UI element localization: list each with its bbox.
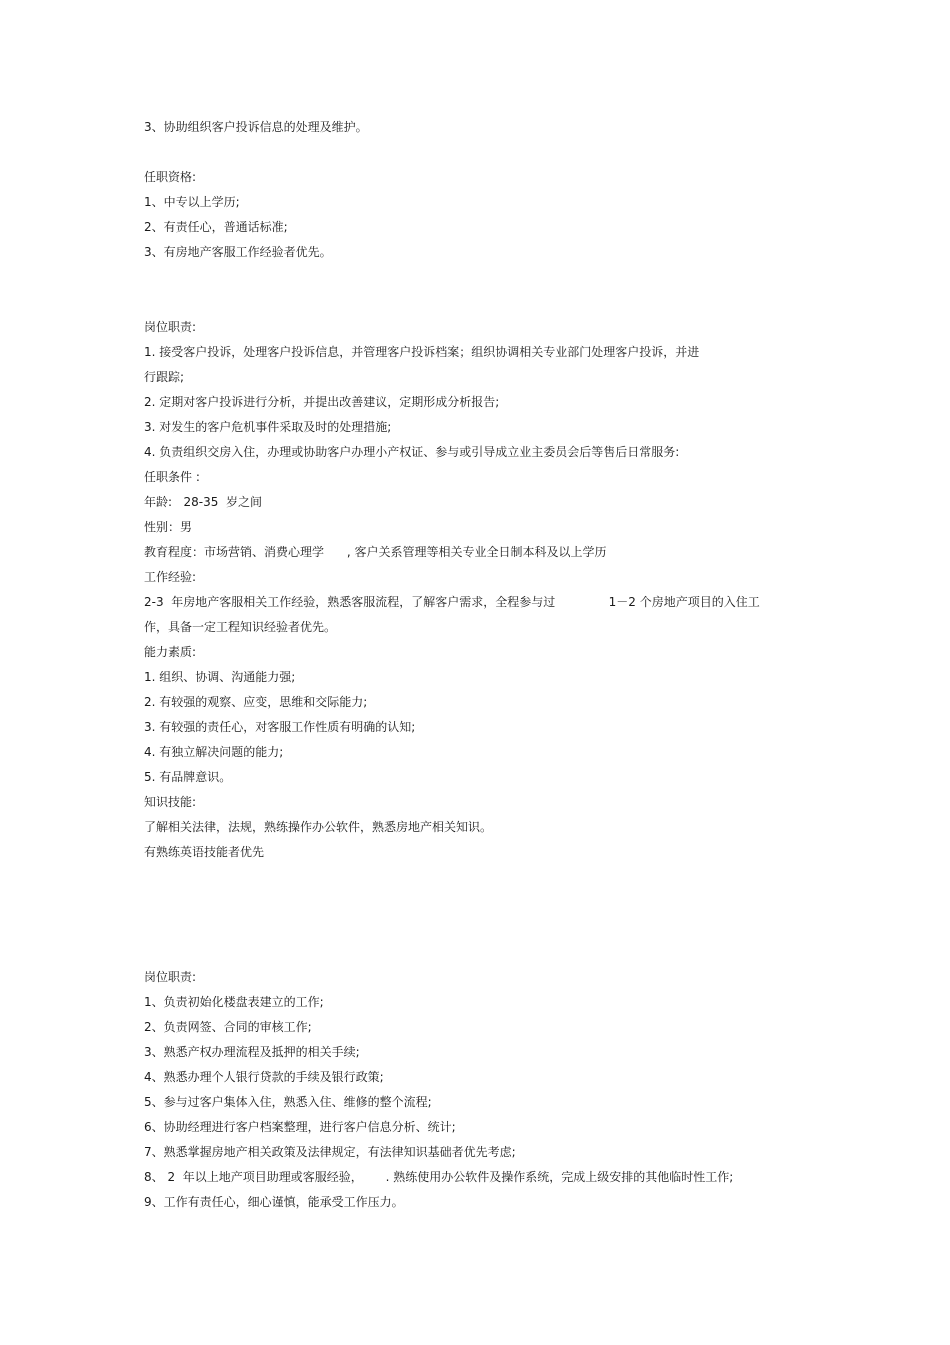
qualification-item-3: 3、有房地产客服工作经验者优先。 bbox=[144, 245, 332, 259]
ability-item-5: 5. 有品牌意识。 bbox=[144, 770, 232, 784]
duty-item-9: 9、工作有责任心，细心谨慎，能承受工作压力。 bbox=[144, 1195, 404, 1209]
duty-item-3: 3、熟悉产权办理流程及抵押的相关手续; bbox=[144, 1045, 360, 1059]
duty-item-8: 8、 2 年以上地产项目助理或客服经验， . 熟练使用办公软件及操作系统，完成上级安排的其他临时性工作; bbox=[144, 1170, 734, 1184]
duty-heading: 岗位职责: bbox=[144, 320, 197, 334]
duty-item-3: 3、协助组织客户投诉信息的处理及维护。 bbox=[144, 120, 368, 134]
experience-text: 2-3 年房地产客服相关工作经验，熟悉客服流程，了解客户需求，全程参与过 1－2 个房地产项目的入住工 bbox=[144, 595, 760, 609]
ability-item-3: 3. 有较强的责任心，对客服工作性质有明确的认知; bbox=[144, 720, 416, 734]
skill-item-2: 有熟练英语技能者优先 bbox=[144, 845, 265, 859]
qualification-item-1: 1、中专以上学历; bbox=[144, 195, 240, 209]
ability-item-1: 1. 组织、协调、沟通能力强; bbox=[144, 670, 296, 684]
skill-item-1: 了解相关法律，法规，熟练操作办公软件，熟悉房地产相关知识。 bbox=[144, 820, 493, 834]
duty-item-6: 6、协助经理进行客户档案整理，进行客户信息分析、统计; bbox=[144, 1120, 456, 1134]
duty-item-2: 2、负责网签、合同的审核工作; bbox=[144, 1020, 312, 1034]
gender-requirement: 性别：男 bbox=[144, 520, 193, 534]
conditions-heading: 任职条件 : bbox=[144, 470, 200, 484]
qualification-item-2: 2、有责任心，普通话标准; bbox=[144, 220, 288, 234]
ability-item-4: 4. 有独立解决问题的能力; bbox=[144, 745, 284, 759]
experience-heading: 工作经验: bbox=[144, 570, 197, 584]
duty-item-2: 2. 定期对客户投诉进行分析，并提出改善建议，定期形成分析报告; bbox=[144, 395, 500, 409]
duty-item-1: 1、负责初始化楼盘表建立的工作; bbox=[144, 995, 324, 1009]
age-requirement: 年龄: 28-35 岁之间 bbox=[144, 495, 262, 509]
duty-item-4: 4. 负责组织交房入住，办理或协助客户办理小产权证、参与或引导成立业主委员会后等售后日常服务: bbox=[144, 445, 680, 459]
duty-item-3: 3. 对发生的客户危机事件采取及时的处理措施; bbox=[144, 420, 392, 434]
skill-heading: 知识技能: bbox=[144, 795, 197, 809]
duty-item-4: 4、熟悉办理个人银行贷款的手续及银行政策; bbox=[144, 1070, 384, 1084]
ability-item-2: 2. 有较强的观察、应变，思维和交际能力; bbox=[144, 695, 368, 709]
ability-heading: 能力素质: bbox=[144, 645, 197, 659]
experience-text-continued: 作，具备一定工程知识经验者优先。 bbox=[144, 620, 337, 634]
duty-item-7: 7、熟悉掌握房地产相关政策及法律规定，有法律知识基础者优先考虑; bbox=[144, 1145, 516, 1159]
duty-heading: 岗位职责: bbox=[144, 970, 197, 984]
duty-item-5: 5、参与过客户集体入住，熟悉入住、维修的整个流程; bbox=[144, 1095, 432, 1109]
education-requirement: 教育程度：市场营销、消费心理学 , 客户关系管理等相关专业全日制本科及以上学历 bbox=[144, 545, 607, 559]
qualification-heading: 任职资格: bbox=[144, 170, 197, 184]
duty-item-1: 1. 接受客户投诉，处理客户投诉信息，并管理客户投诉档案；组织协调相关专业部门处理客户投诉，并进 bbox=[144, 345, 700, 359]
duty-item-1-continued: 行跟踪; bbox=[144, 370, 185, 384]
